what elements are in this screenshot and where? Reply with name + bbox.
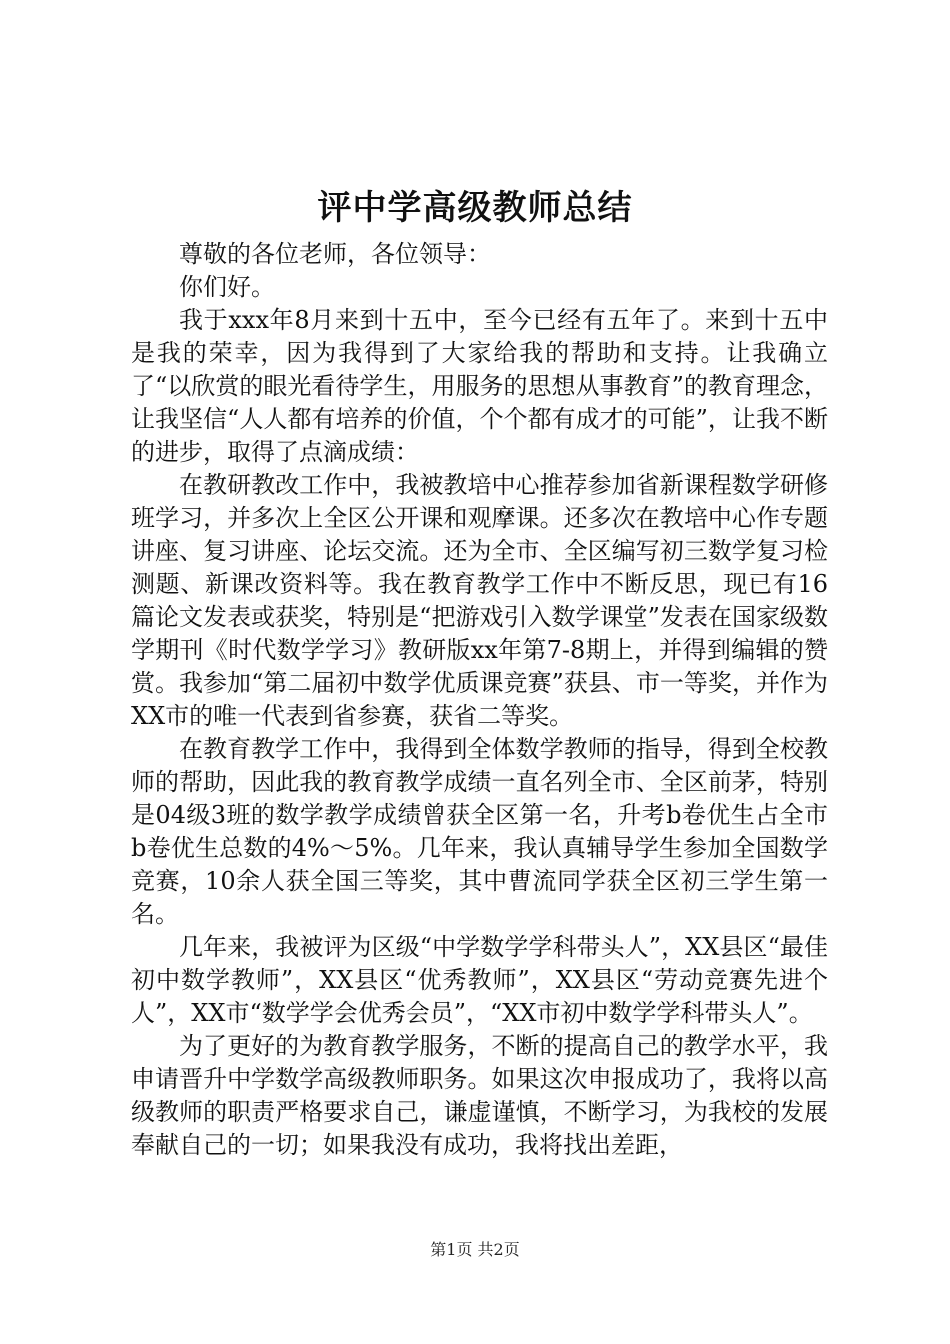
document-title: 评中学高级教师总结 xyxy=(317,188,633,228)
greeting-paragraph: 你们好。 xyxy=(179,273,275,301)
application-paragraph: 为了更好的为教育教学服务，不断的提高自己的教学水平，我申请晋升中学数学高级教师职务。如果这次申报成功了，我将以高级教师的职责严格要求自己，谦虚谨慎，不断学习，为我校的发展奉献自己的一切；如果我没有成功，我将找出差距， xyxy=(131,1032,828,1159)
research-paragraph: 在教研教改工作中，我被教培中心推荐参加省新课程数学研修班学习，并多次上全区公开课和观摩课。还多次在教培中心作专题讲座、复习讲座、论坛交流。还为全市、全区编写初三数学复习检测题、新课改资料等。我在教育教学工作中不断反思，现已有16篇论文发表或获奖，特别是“把游戏引入数学课堂”发表在国家级数学期刊《时代数学学习》教研版xx年第7-8期上，并得到编辑的赞赏。我参加“第二届初中数学优质课竞赛”获县、市一等奖，并作为XX市的唯一代表到省参赛，获省二等奖。 xyxy=(131,471,828,730)
intro-paragraph: 我于xxx年8月来到十五中，至今已经有五年了。来到十五中是我的荣幸，因为我得到了大家给我的帮助和支持。让我确立了“以欣赏的眼光看待学生，用服务的思想从事教育”的教育理念，让我坚信“人人都有培养的价值，个个都有成才的可能”，让我不断的进步，取得了点滴成绩： xyxy=(131,306,828,466)
awards-paragraph: 几年来，我被评为区级“中学数学学科带头人”，XX县区“最佳初中数学教师”，XX县区“优秀教师”，XX县区“劳动竞赛先进个人”，XX市“数学学会优秀会员”，“XX市初中数学学科带头人”。 xyxy=(131,933,828,1027)
page-footer: 第1页 共2页 xyxy=(430,1240,520,1259)
salutation-paragraph: 尊敬的各位老师，各位领导： xyxy=(179,240,491,268)
teaching-paragraph: 在教育教学工作中，我得到全体数学教师的指导，得到全校教师的帮助，因此我的教育教学成绩一直名列全市、全区前茅，特别是04级3班的数学教学成绩曾获全区第一名，升考b卷优生占全市b卷优生总数的4%～5%。几年来，我认真辅导学生参加全国数学竞赛，10余人获全国三等奖，其中曹流同学获全区初三学生第一名。 xyxy=(131,735,828,928)
document-body xyxy=(131,238,828,1162)
